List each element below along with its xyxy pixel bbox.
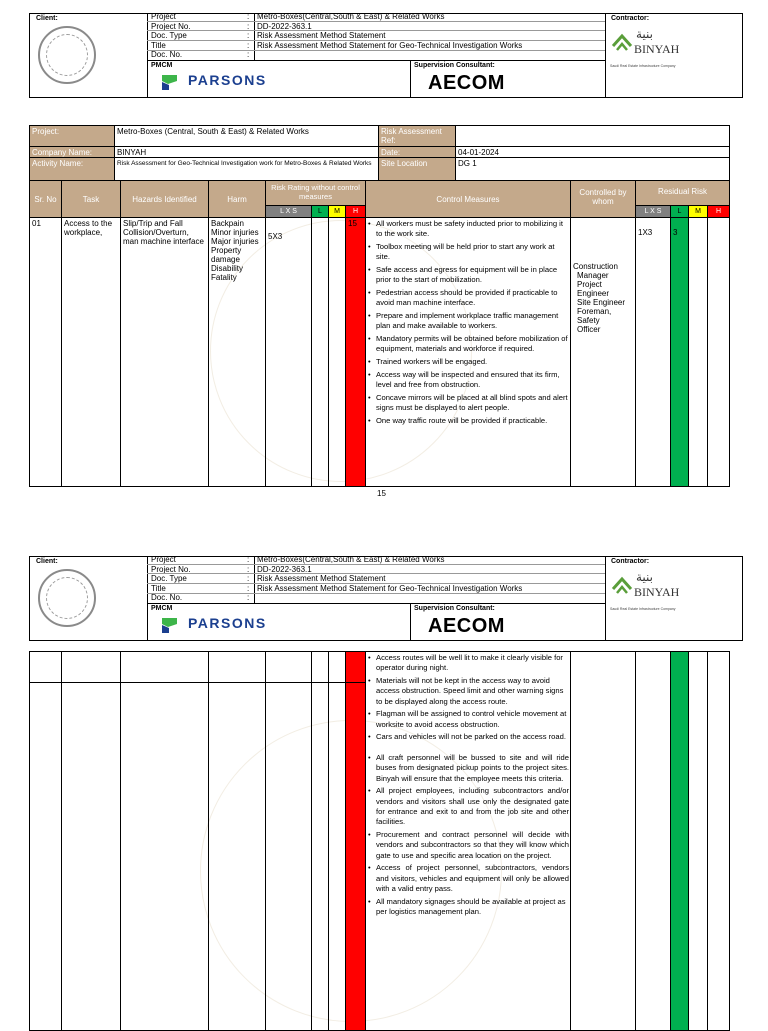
row-lxs: 5X3 (265, 217, 312, 487)
row-sr: 01 (29, 217, 62, 487)
binyah-tagline: Saudi Real Estate Infrastructure Company (610, 607, 676, 611)
cont-h-red (345, 651, 366, 1031)
control-item: • Access routes will be well lit to make it clearly visible for operator during night. (367, 653, 569, 674)
binyah-arabic-logo: بنية (636, 570, 654, 584)
control-item: • Flagman will be assigned to control vehicle movement at worksite to avoid access obstruction. (367, 709, 569, 730)
col-m: M (328, 205, 346, 218)
header-colon: : (247, 555, 250, 564)
row-harm (208, 217, 266, 487)
col-hazards: Hazards Identified (120, 180, 209, 218)
header-doctype-key: Doc. Type (151, 574, 187, 583)
cont-controlled-by (570, 651, 636, 1031)
binyah-logo: BINYAH (634, 42, 680, 56)
header-title-key: Title (151, 584, 166, 593)
row-residual-score: 3 (670, 217, 689, 487)
cont-residual-l-green (670, 651, 689, 1031)
header-colon: : (247, 50, 250, 59)
row-controls (365, 217, 571, 487)
cont-lxs (265, 651, 312, 1031)
client-seal-logo (38, 569, 96, 627)
control-item: • Access way will be inspected and ensured that its firm, level and free from obstruction. (367, 370, 569, 391)
col-task: Task (61, 180, 121, 218)
cont-m (328, 651, 346, 1031)
header-colon: : (247, 574, 250, 583)
site-value: DG 1 (455, 157, 730, 181)
control-item: • All project employees, including subcontractors and/or vendors and visitors shall use only the designated gate for entrance and exit to and from the job site and other facilities. (367, 786, 569, 828)
binyah-arabic-logo: بنية (636, 27, 654, 41)
cont-harm (208, 651, 266, 1031)
header-colon: : (247, 22, 250, 31)
binyah-mark-icon (611, 575, 633, 597)
header-docno-key: Doc. No. (151, 593, 183, 602)
controller-line: Project (577, 280, 602, 289)
controller-line: Manager (577, 271, 609, 280)
company-value: BINYAH (114, 146, 379, 158)
row-controlled-by (570, 217, 636, 487)
pmcm-label: PMCM (151, 605, 173, 612)
page-number: 15 (377, 489, 386, 498)
parsons-mark-icon (160, 615, 180, 635)
aecom-logo: AECOM (428, 72, 505, 94)
header-colon: : (247, 12, 250, 21)
row-score: 15 (345, 217, 366, 487)
col-residual-lxs: L X S (635, 205, 671, 218)
cont-residual-m (688, 651, 708, 1031)
control-item: • All workers must be safety inducted prior to mobilizing it to the work site. (367, 219, 569, 240)
control-item: • Safe access and egress for equipment will be in place prior to the start of mobilization. (367, 265, 569, 286)
header-colon: : (247, 31, 250, 40)
control-item: • Concave mirrors will be placed at all blind spots and alert signs must be displayed to alert people. (367, 393, 569, 414)
control-item: • One way traffic route will be provided if practicable. (367, 416, 569, 426)
control-item: • All mandatory signages should be available at project as per logistics management plan. (367, 897, 569, 918)
harm-item: Major injuries (211, 237, 259, 246)
header-colon: : (247, 565, 250, 574)
binyah-mark-icon (611, 32, 633, 54)
col-risk-rating: Risk Rating without control measures (265, 180, 366, 206)
site-label: Site Location (378, 157, 456, 181)
header-doctype-value: Risk Assessment Method Statement (257, 31, 386, 40)
binyah-logo: BINYAH (634, 585, 680, 599)
control-item: • Prepare and implement workplace traffic management plan and make available to workers. (367, 311, 569, 332)
ref-label: Risk Assessment Ref: (378, 125, 456, 147)
control-item: • Materials will not be kept in the access way to avoid access obstruction. Speed limit and other warning signs to be displayed along the access route. (367, 676, 569, 707)
col-h: H (345, 205, 366, 218)
controller-line: Construction (573, 262, 618, 271)
cont-residual-h (707, 651, 730, 1031)
header-colon: : (247, 584, 250, 593)
control-item: • Pedestrian access should be provided if practicable to avoid man machine interface. (367, 288, 569, 309)
binyah-tagline: Saudi Real Estate Infrastructure Company (610, 64, 676, 68)
parsons-logo: PARSONS (188, 615, 267, 631)
activity-label: Activity Name: (29, 157, 115, 181)
controller-line: Foreman, (577, 307, 612, 316)
row-m-empty (328, 217, 346, 487)
header-projectno-key: Project No. (151, 22, 191, 31)
harm-item: Property damage (211, 246, 242, 264)
col-lxs: L X S (265, 205, 312, 218)
controller-line: Safety (577, 316, 600, 325)
header-doctype-key: Doc. Type (151, 31, 187, 40)
row-l-empty (311, 217, 329, 487)
control-item: • Procurement and contract personnel will decide with vendors and subcontractors so that they will know which gate to use and specific area location on the project. (367, 830, 569, 861)
header-title-value: Risk Assessment Method Statement for Geo-Technical Investigation Works (257, 584, 523, 593)
cont-l (311, 651, 329, 1031)
supervision-label: Supervision Consultant: (414, 62, 495, 69)
col-controlled-by: Controlled by whom (570, 180, 636, 218)
project-value: Metro-Boxes (Central, South & East) & Related Works (114, 125, 379, 147)
control-item: • Cars and vehicles will not be parked on the access road. (367, 732, 569, 742)
supervision-label: Supervision Consultant: (414, 605, 495, 612)
cont-hazards (120, 651, 209, 1031)
activity-value: Risk Assessment for Geo-Technical Investigation work for Metro-Boxes & Related Works (114, 157, 379, 181)
client-label: Client: (36, 15, 58, 22)
col-harm: Harm (208, 180, 266, 218)
client-label: Client: (36, 558, 58, 565)
harm-item: Minor injuries (211, 228, 259, 237)
harm-item: Disability (211, 264, 244, 273)
cont-residual-lxs (635, 651, 671, 1031)
controller-line: Officer (577, 325, 601, 334)
date-label: Date: (378, 146, 456, 158)
header-project-value: Metro-Boxes(Central,South & East) & Related Works (257, 555, 445, 564)
col-l: L (311, 205, 329, 218)
harm-item: Backpain (211, 219, 244, 228)
control-list-a (367, 653, 569, 743)
cont-task (61, 651, 121, 1031)
header-colon: : (247, 593, 250, 602)
col-control: Control Measures (365, 180, 571, 218)
contractor-label: Contractor: (611, 558, 650, 565)
header-project-key: Project (151, 555, 176, 564)
header-doctype-value: Risk Assessment Method Statement (257, 574, 386, 583)
control-item: • Trained workers will be engaged. (367, 357, 569, 367)
cont-controls (365, 651, 571, 1031)
harm-item: Fatality (211, 273, 237, 282)
row-residual-lxs: 1X3 (635, 217, 671, 487)
col-residual-l: L (670, 205, 689, 218)
company-label: Company Name: (29, 146, 115, 158)
col-residual-m: M (688, 205, 708, 218)
header-project-key: Project (151, 12, 176, 21)
row-task: Access to the workplace, (61, 217, 121, 487)
header-title-key: Title (151, 41, 166, 50)
col-residual-h: H (707, 205, 730, 218)
header-docno-key: Doc. No. (151, 50, 183, 59)
cont-sr (29, 651, 62, 1031)
row-residual-h-empty (707, 217, 730, 487)
client-seal-logo (38, 26, 96, 84)
control-item: • Access of project personnel, subcontractors, vendors and visitors, vehicles and equipment will only be allowed with a valid entry pass. (367, 863, 569, 894)
date-value: 04-01-2024 (455, 146, 730, 158)
control-list (367, 219, 569, 426)
row-residual-m-empty (688, 217, 708, 487)
project-label: Project: (29, 125, 115, 147)
controller-line: Engineer (577, 289, 610, 298)
controller-line: Site Engineer (577, 298, 626, 307)
parsons-logo: PARSONS (188, 72, 267, 88)
header-projectno-value: DD-2022-363.1 (257, 565, 312, 574)
col-residual: Residual Risk (635, 180, 730, 206)
row-hazards: Slip/Trip and Fall Collision/Overturn, man machine interface (120, 217, 209, 487)
control-item: • Mandatory permits will be obtained before mobilization of equipment, materials and workforce if required. (367, 334, 569, 355)
parsons-mark-icon (160, 72, 180, 92)
control-list-b (367, 753, 569, 918)
header-projectno-value: DD-2022-363.1 (257, 22, 312, 31)
aecom-logo: AECOM (428, 615, 505, 637)
header-projectno-key: Project No. (151, 565, 191, 574)
control-item: • Toolbox meeting will be held prior to start any work at site. (367, 242, 569, 263)
control-item: • All craft personnel will be bussed to site and will ride buses from designated pickup points to the project sites. Binyah will ensure that the employee meets this criteria. (367, 753, 569, 784)
ref-value (455, 125, 730, 147)
header-colon: : (247, 41, 250, 50)
pmcm-label: PMCM (151, 62, 173, 69)
header-project-value: Metro-Boxes(Central,South & East) & Related Works (257, 12, 445, 21)
col-sr: Sr. No (29, 180, 62, 218)
contractor-label: Contractor: (611, 15, 650, 22)
header-title-value: Risk Assessment Method Statement for Geo-Technical Investigation Works (257, 41, 523, 50)
